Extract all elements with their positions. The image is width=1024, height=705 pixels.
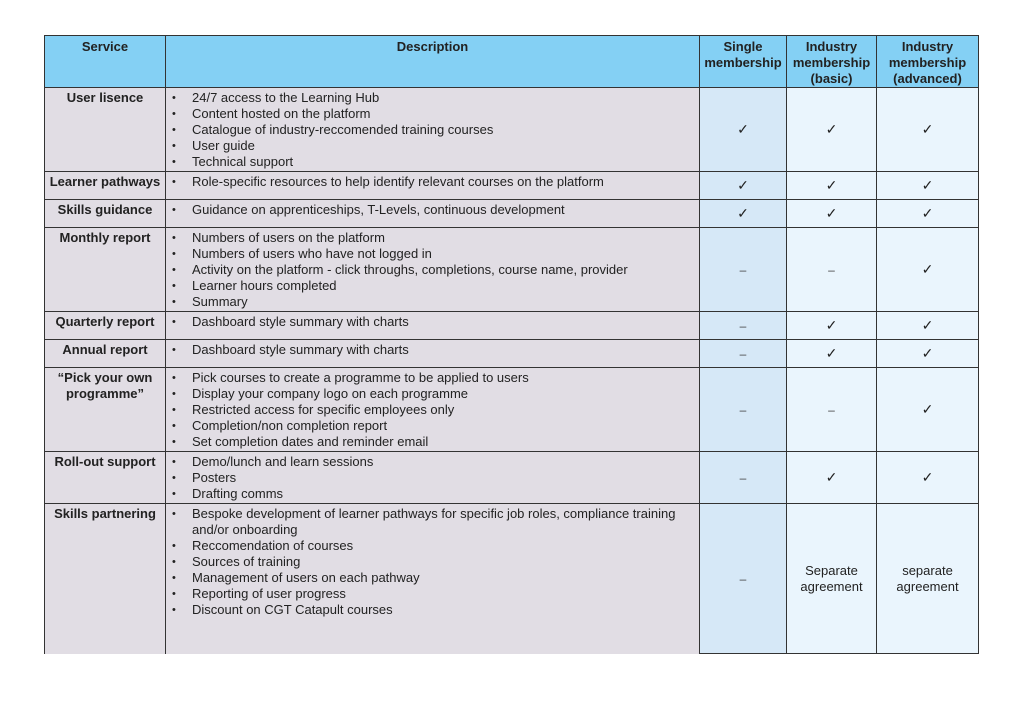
description-cell xyxy=(166,340,700,368)
description-cell xyxy=(166,452,700,504)
list-item: • Demo/lunch and learn sessions xyxy=(192,454,695,470)
advanced-check-icon: ✓ xyxy=(877,172,979,200)
description-cell xyxy=(166,228,700,312)
advanced-check-icon: ✓ xyxy=(877,312,979,340)
list-item: • Learner hours completed xyxy=(192,278,695,294)
single-check-icon: ✓ xyxy=(700,200,787,228)
feature-list xyxy=(170,230,695,310)
header-service: Service xyxy=(45,36,166,88)
table-row xyxy=(45,172,979,200)
list-item: • Reporting of user progress xyxy=(192,586,695,602)
feature-list xyxy=(170,174,695,190)
single-dash-icon: – xyxy=(700,340,787,368)
description-cell xyxy=(166,88,700,172)
table-row xyxy=(45,312,979,340)
service-cell: “Pick your own programme” xyxy=(45,368,166,452)
service-cell: Quarterly report xyxy=(45,312,166,340)
list-item: • Restricted access for specific employees only xyxy=(192,402,695,418)
advanced-check-icon: ✓ xyxy=(877,228,979,312)
feature-list xyxy=(170,342,695,358)
service-cell: Roll-out support xyxy=(45,452,166,504)
advanced-check-icon: ✓ xyxy=(877,368,979,452)
advanced-check-icon: ✓ xyxy=(877,88,979,172)
header-industry-basic: Industry membership (basic) xyxy=(787,36,877,88)
basic-check-icon: ✓ xyxy=(787,340,877,368)
list-item: • Dashboard style summary with charts xyxy=(192,314,695,330)
table-row xyxy=(45,200,979,228)
list-item: • Catalogue of industry-reccomended training courses xyxy=(192,122,695,138)
list-item: • Discount on CGT Catapult courses xyxy=(192,602,695,618)
list-item: • Summary xyxy=(192,294,695,310)
list-item: • Role-specific resources to help identify relevant courses on the platform xyxy=(192,174,695,190)
single-dash-icon: – xyxy=(700,368,787,452)
description-cell xyxy=(166,172,700,200)
list-item: • Sources of training xyxy=(192,554,695,570)
feature-list xyxy=(170,506,695,618)
list-item: • Completion/non completion report xyxy=(192,418,695,434)
list-item: • Management of users on each pathway xyxy=(192,570,695,586)
header-row xyxy=(45,36,979,88)
feature-list xyxy=(170,454,695,502)
basic-check-icon: ✓ xyxy=(787,452,877,504)
table-row xyxy=(45,88,979,172)
basic-dash-icon: – xyxy=(787,228,877,312)
single-dash-icon: – xyxy=(700,228,787,312)
advanced-check-icon: ✓ xyxy=(877,200,979,228)
list-item: • Guidance on apprenticeships, T-Levels, continuous development xyxy=(192,202,695,218)
basic-check-icon: ✓ xyxy=(787,172,877,200)
basic-check-icon: ✓ xyxy=(787,88,877,172)
description-cell xyxy=(166,312,700,340)
list-item: • Set completion dates and reminder email xyxy=(192,434,695,450)
single-check-icon: ✓ xyxy=(700,172,787,200)
basic-check-icon: ✓ xyxy=(787,312,877,340)
membership-comparison-table xyxy=(44,35,979,654)
header-industry-advanced: Industry membership (advanced) xyxy=(877,36,979,88)
description-cell xyxy=(166,504,700,654)
feature-list xyxy=(170,202,695,218)
basic-check-icon: ✓ xyxy=(787,200,877,228)
service-cell: Skills guidance xyxy=(45,200,166,228)
single-dash-icon: – xyxy=(700,312,787,340)
list-item: • Activity on the platform - click throughs, completions, course name, provider xyxy=(192,262,695,278)
service-cell: Annual report xyxy=(45,340,166,368)
list-item: • Content hosted on the platform xyxy=(192,106,695,122)
table-row xyxy=(45,504,979,654)
table-row xyxy=(45,340,979,368)
table-row xyxy=(45,452,979,504)
list-item: • Dashboard style summary with charts xyxy=(192,342,695,358)
service-cell: Monthly report xyxy=(45,228,166,312)
service-cell: Skills partnering xyxy=(45,504,166,654)
list-item: • 24/7 access to the Learning Hub xyxy=(192,90,695,106)
list-item: • Drafting comms xyxy=(192,486,695,502)
description-cell xyxy=(166,368,700,452)
description-cell xyxy=(166,200,700,228)
feature-list xyxy=(170,314,695,330)
table-row xyxy=(45,368,979,452)
service-cell: User lisence xyxy=(45,88,166,172)
list-item: • Numbers of users who have not logged in xyxy=(192,246,695,262)
feature-list xyxy=(170,370,695,450)
advanced-check-icon: ✓ xyxy=(877,452,979,504)
advanced-check-icon: ✓ xyxy=(877,340,979,368)
list-item: • Pick courses to create a programme to be applied to users xyxy=(192,370,695,386)
list-item: • Reccomendation of courses xyxy=(192,538,695,554)
single-check-icon: ✓ xyxy=(700,88,787,172)
list-item: • User guide xyxy=(192,138,695,154)
basic-dash-icon: – xyxy=(787,368,877,452)
list-item: • Display your company logo on each programme xyxy=(192,386,695,402)
list-item: • Bespoke development of learner pathways for specific job roles, compliance training and/or onboarding xyxy=(192,506,695,538)
basic-agreement-note: Separate agreement xyxy=(787,504,877,654)
advanced-agreement-note: separate agreement xyxy=(877,504,979,654)
feature-list xyxy=(170,90,695,170)
list-item: • Posters xyxy=(192,470,695,486)
header-description: Description xyxy=(166,36,700,88)
list-item: • Technical support xyxy=(192,154,695,170)
single-dash-icon: – xyxy=(700,452,787,504)
service-cell: Learner pathways xyxy=(45,172,166,200)
list-item: • Numbers of users on the platform xyxy=(192,230,695,246)
single-dash-icon: – xyxy=(700,504,787,654)
header-single-membership: Single membership xyxy=(700,36,787,88)
table-row xyxy=(45,228,979,312)
